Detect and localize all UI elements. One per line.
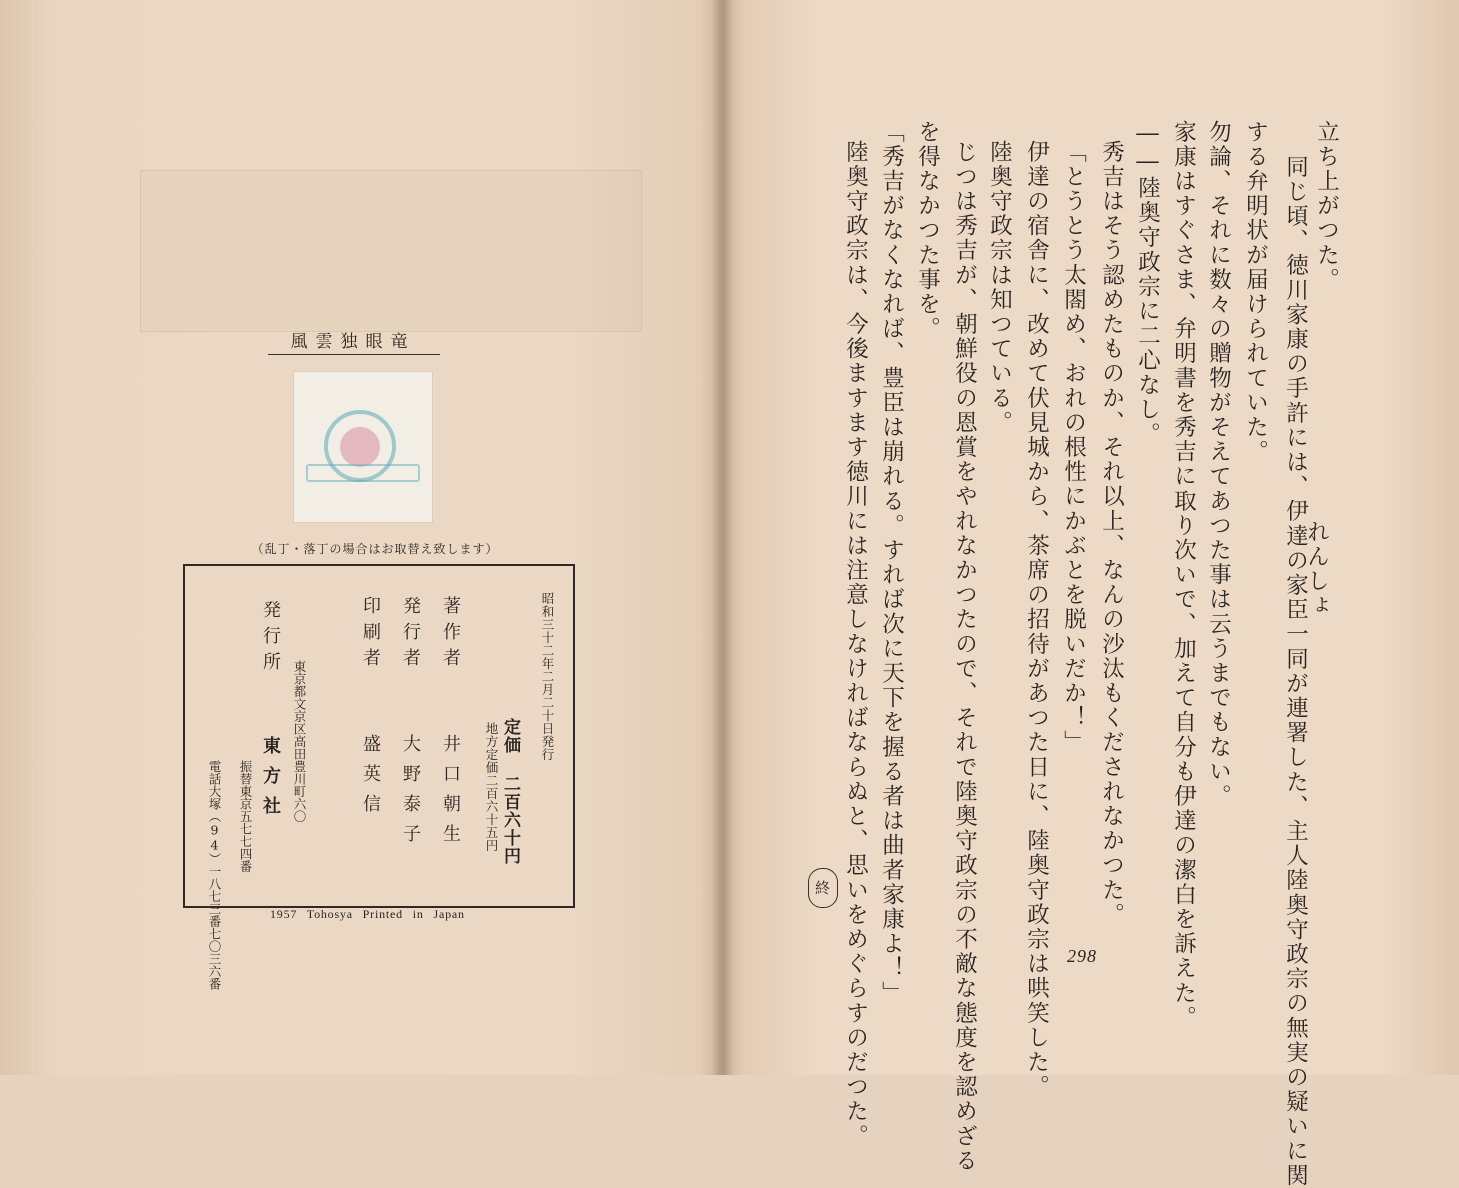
- seal-band: [306, 464, 420, 482]
- body-column-3: する弁明状が届けられていた。: [1242, 120, 1269, 465]
- body-column-10: 陸奥守政宗は知つている。: [986, 140, 1013, 436]
- end-mark-text: 終: [815, 879, 831, 897]
- author-label: 著作者: [440, 596, 461, 674]
- book-gutter: [712, 0, 734, 1075]
- publisher-name: 東方社: [260, 736, 281, 826]
- title-rule: [268, 354, 440, 355]
- body-column-7: 秀吉はそう認めたものか、それ以上、なんの沙汰もくだされなかつた。: [1098, 140, 1125, 928]
- replacement-notice: （乱丁・落丁の場合はお取替え致します）: [251, 542, 499, 556]
- regional-price: 地方定価二百六十五円: [484, 722, 499, 852]
- body-column-2: 同じ頃、徳川家康の手許には、伊達の家臣一同が連署した、主人陸奥守政宗の無実の疑いに関: [1282, 155, 1309, 1188]
- page-number: 298: [1067, 946, 1097, 966]
- body-column-5: 勿論、それに数々の贈物がそえてあつた事は云うまでもない。: [1205, 120, 1232, 809]
- body-column-13: 「秀吉がなくなれば、豊臣は崩れる。すれば次に天下を握る者は曲者家康よ！」: [878, 120, 905, 1006]
- body-column-11: じつは秀吉が、朝鮮役の恩賞をやれなかつたので、それで陸奥守政宗の不敵な態度を認めざる: [951, 140, 978, 1174]
- phone-number: 電話大塚（94）一八七三番七〇三六番: [207, 760, 222, 990]
- price: 定価 二百六十円: [500, 718, 520, 865]
- transfer-account: 振替東京五七七四番: [238, 760, 253, 873]
- end-mark: [808, 868, 838, 908]
- publisher-person-name: 大野泰子: [400, 734, 421, 854]
- author-name: 井口朝生: [440, 734, 461, 854]
- seal-stamp: [294, 372, 432, 522]
- show-through-shadow: [140, 170, 642, 332]
- publisher-label: 発行所: [260, 600, 281, 678]
- body-column-6: ――陸奥守政宗に二心なし。: [1134, 120, 1161, 447]
- book-title: 風雲独眼竜: [290, 332, 416, 352]
- publisher-person-label: 発行者: [400, 596, 421, 674]
- body-column-4: 家康はすぐさま、弁明書を秀吉に取り次いで、加えて自分も伊達の潔白を訴えた。: [1170, 120, 1197, 1031]
- body-column-8: 「とうとう太閤め、おれの根性にかぶとを脱いだか！」: [1060, 140, 1087, 755]
- printer-label: 印刷者: [360, 596, 381, 674]
- ruby-text: れんしょ: [1303, 520, 1330, 619]
- issue-date: 昭和三十二年二月二十日発行: [540, 592, 555, 761]
- imprint-footer: 1957 Tohosya Printed in Japan: [270, 907, 465, 921]
- book-title-box: [268, 327, 438, 353]
- printer-name: 盛英信: [360, 734, 381, 824]
- body-column-14: 陸奥守政宗は、今後ますます徳川には注意しなければならぬと、思いをめぐらすのだつた。: [842, 140, 869, 1149]
- body-column-1: 立ち上がつた。: [1313, 120, 1340, 293]
- publisher-address: 東京都文京区高田豊川町六〇: [292, 660, 307, 823]
- body-column-12: を得なかつた事を。: [914, 120, 941, 342]
- body-column-9: 伊達の宿舎に、改めて伏見城から、茶席の招待があつた日に、陸奥守政宗は哄笑した。: [1023, 140, 1050, 1100]
- seal-center: [340, 427, 380, 467]
